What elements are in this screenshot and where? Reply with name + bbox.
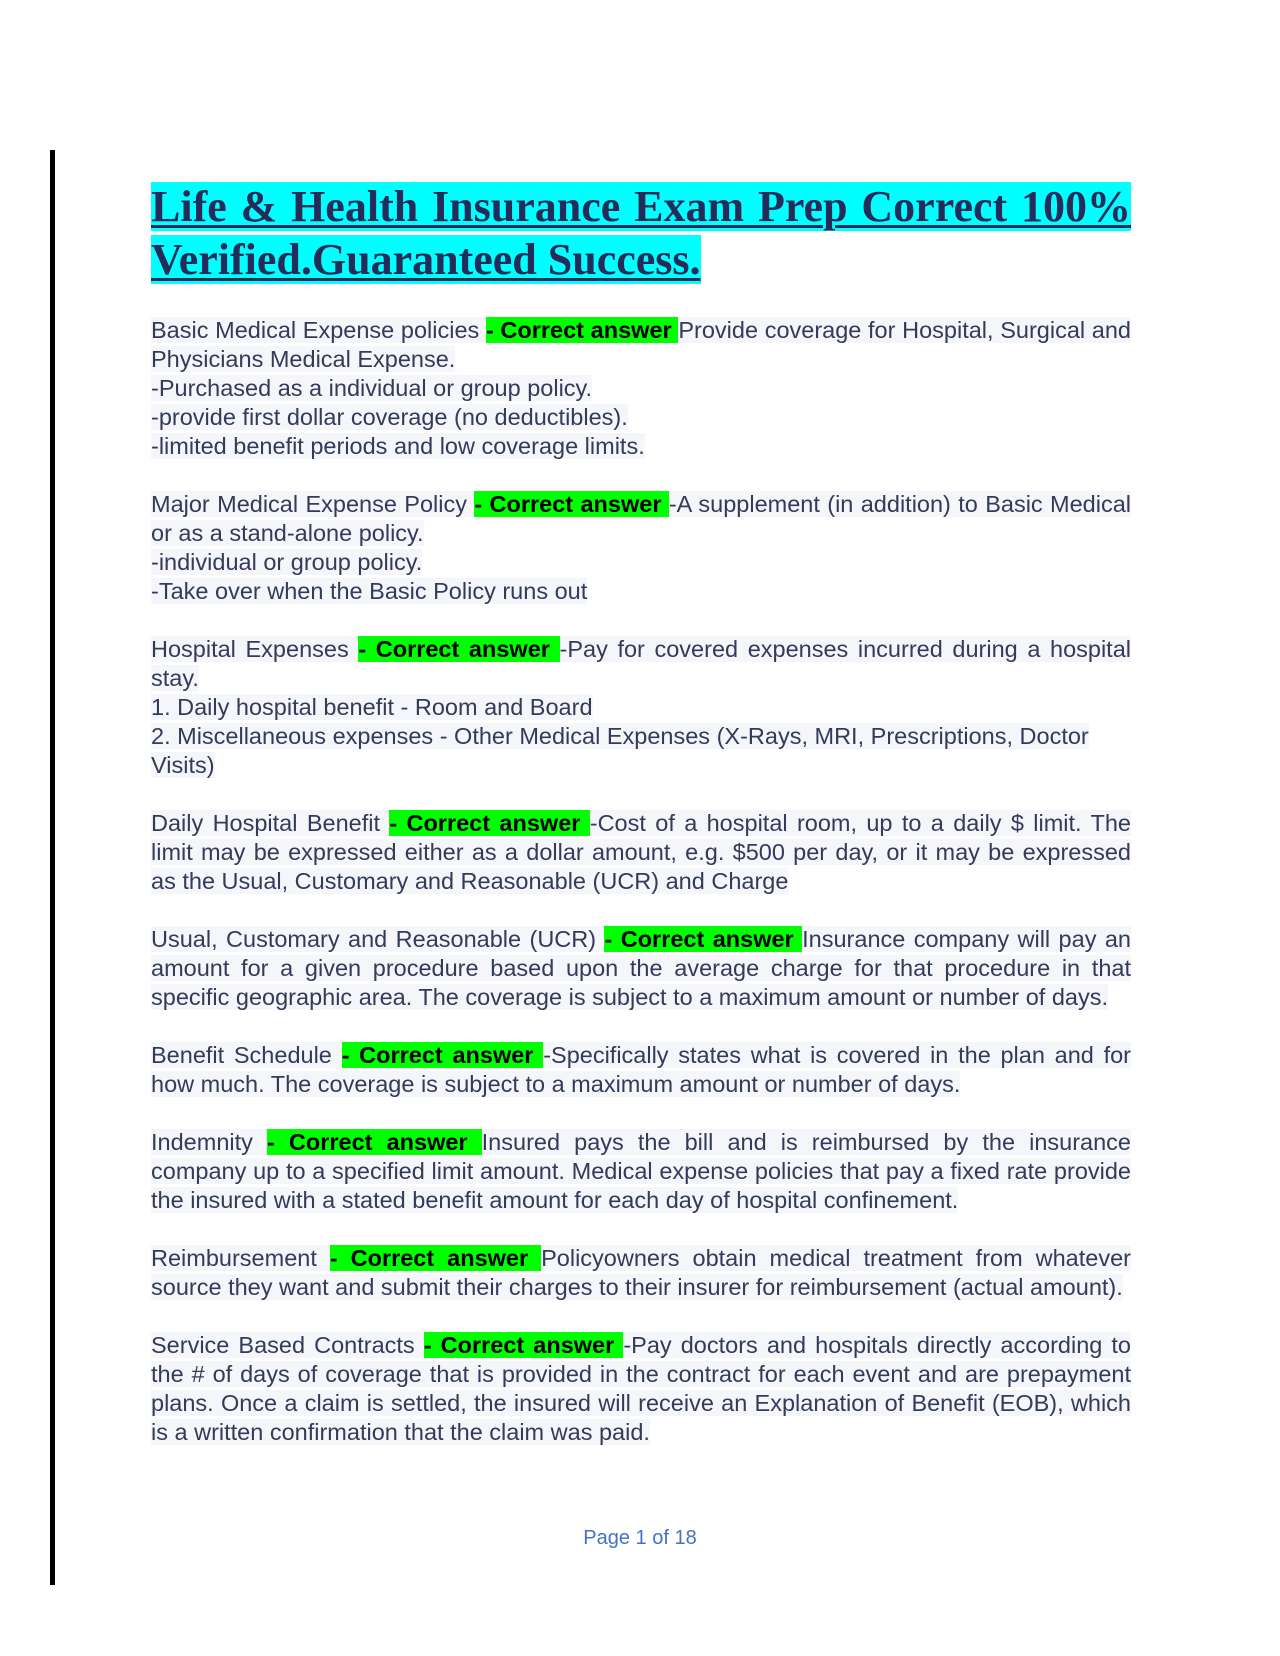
entry-term: Reimbursement — [151, 1245, 330, 1271]
entry-line — [151, 722, 1131, 780]
entry-term: Usual, Customary and Reasonable (UCR) — [151, 926, 605, 952]
entry-term: Daily Hospital Benefit — [151, 810, 390, 836]
entry-term: Major Medical Expense Policy — [151, 491, 475, 517]
qa-entry — [151, 316, 1131, 461]
entry-line — [151, 577, 1131, 606]
page-margin-bar — [50, 150, 55, 1585]
qa-entry — [151, 1128, 1131, 1215]
correct-answer-marker: - Correct answer — [329, 1245, 542, 1271]
correct-answer-marker: - Correct answer — [341, 1042, 544, 1068]
entry-answer: Provide coverage for Hospital, Surgical and Physicians Medical Expense. — [151, 317, 1131, 372]
entry-line — [151, 693, 1131, 722]
document-page — [151, 180, 1131, 1476]
entry-line — [151, 403, 1131, 432]
correct-answer-marker: - Correct answer — [485, 317, 679, 343]
qa-entry — [151, 809, 1131, 896]
correct-answer-marker: - Correct answer — [474, 491, 669, 517]
entries-list — [151, 316, 1131, 1447]
entry-line-text: -Purchased as a individual or group policy. — [151, 375, 593, 401]
entry-term: Basic Medical Expense policies — [151, 317, 486, 343]
entry-line-text: -individual or group policy. — [151, 549, 423, 575]
entry-line — [151, 374, 1131, 403]
qa-entry — [151, 1331, 1131, 1447]
entry-answer: -Specifically states what is covered in the plan and for how much. The coverage is subject to a maximum amount or number of days. — [151, 1042, 1132, 1097]
correct-answer-marker: - Correct answer — [389, 810, 590, 836]
entry-term: Benefit Schedule — [151, 1042, 342, 1068]
entry-answer: -Pay doctors and hospitals directly according to the # of days of coverage that is provided in the contract for each event and are prepayment plans. Once a claim is settled, the insured will receive an Explanation of Benefit (EOB), which is a written confirmation that the claim was paid. — [151, 1332, 1131, 1445]
page-number: Page 1 of 18 — [583, 1527, 697, 1549]
entry-term: Indemnity — [151, 1129, 267, 1155]
correct-answer-marker: - Correct answer — [604, 926, 803, 952]
entry-line-text: -Take over when the Basic Policy runs out — [151, 578, 588, 604]
entry-answer: Insured pays the bill and is reimbursed by the insurance company up to a specified limit amount. Medical expense policies that pay a fixed rate provide the insured with a stated benefit amount for each day of hospital confinement. — [151, 1129, 1132, 1213]
qa-entry — [151, 1041, 1131, 1099]
qa-entry — [151, 490, 1131, 606]
entry-answer: Policyowners obtain medical treatment from whatever source they want and submit their charges to their insurer for reimbursement (actual amount). — [151, 1245, 1131, 1300]
entry-term: Hospital Expenses — [151, 636, 359, 662]
entry-term: Service Based Contracts — [151, 1332, 424, 1358]
qa-entry — [151, 1244, 1131, 1302]
qa-entry — [151, 635, 1131, 780]
entry-line — [151, 432, 1131, 461]
correct-answer-marker: - Correct answer — [266, 1129, 482, 1155]
entry-answer: -Cost of a hospital room, up to a daily $ limit. The limit may be expressed either as a dollar amount, e.g. $500 per day, or it may be expressed as the Usual, Customary and Reasonable (UCR) and Charge — [151, 810, 1131, 894]
entry-answer: -Pay for covered expenses incurred during a hospital stay. — [151, 636, 1131, 691]
entry-line-text: -provide first dollar coverage (no deductibles). — [151, 404, 628, 430]
entry-line-text: 2. Miscellaneous expenses - Other Medical Expenses (X-Rays, MRI, Prescriptions, Doctor Visits) — [151, 723, 1089, 778]
entry-answer: -A supplement (in addition) to Basic Medical or as a stand-alone policy. — [151, 491, 1132, 546]
qa-entry — [151, 925, 1131, 1012]
entry-line-text: -limited benefit periods and low coverage limits. — [151, 433, 645, 459]
correct-answer-marker: - Correct answer — [358, 636, 560, 662]
correct-answer-marker: - Correct answer — [423, 1332, 624, 1358]
entry-line — [151, 548, 1131, 577]
entry-line-text: 1. Daily hospital benefit - Room and Board — [151, 694, 593, 720]
document-title: Life & Health Insurance Exam Prep Correct 100% Verified.Guaranteed Success. — [151, 182, 1131, 284]
entry-answer: Insurance company will pay an amount for a given procedure based upon the average charge for that procedure in that specific geographic area. The coverage is subject to a maximum amount or number of days. — [151, 926, 1131, 1010]
